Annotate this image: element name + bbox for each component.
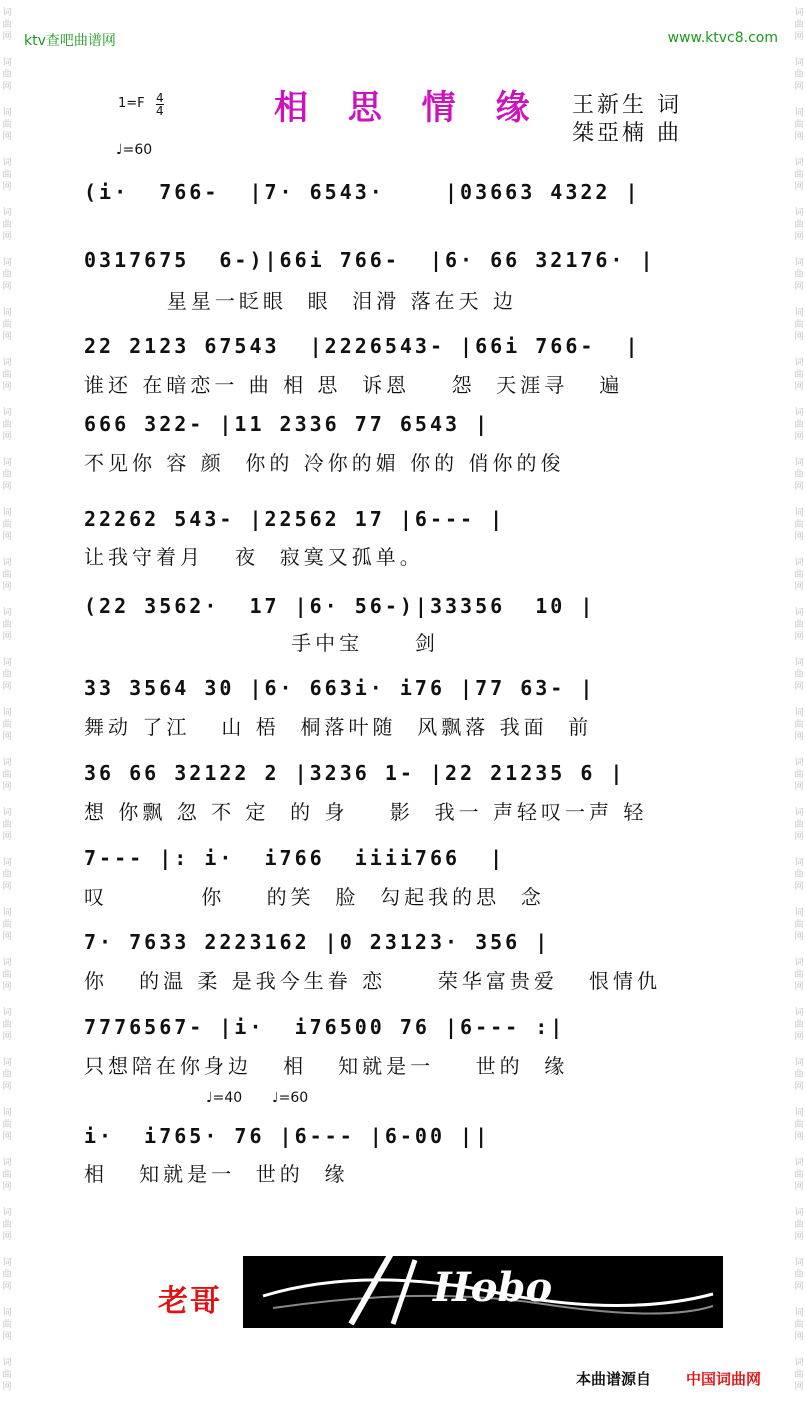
- lyrics-row-3: 谁还 在暗恋一 曲 相 思 诉恩 怨 天涯寻 遍: [84, 373, 624, 397]
- tempo-change-slow: [206, 1090, 242, 1106]
- watermark-glyph: 网: [794, 432, 804, 442]
- key-signature: 1=F: [118, 96, 145, 111]
- watermark-glyph: 网: [2, 532, 12, 542]
- watermark-glyph: 网: [2, 432, 12, 442]
- time-signature-bottom: 4: [156, 104, 164, 118]
- footer-source-label: 本曲谱源自: [576, 1370, 652, 1388]
- song-title: 相 思 情 缘: [274, 88, 544, 128]
- watermark-glyph: 网: [794, 882, 804, 892]
- notes-row-5: 22262 543- |22562 17 |6--- |: [84, 507, 506, 531]
- watermark-glyph: 网: [794, 932, 804, 942]
- watermark-glyph: 词: [794, 408, 804, 418]
- notes-row-4: 666 322- |11 2336 77 6543 |: [84, 412, 491, 436]
- watermark-glyph: 网: [2, 32, 12, 42]
- lyrics-row-12: 相 知就是一 世的 缘: [84, 1162, 349, 1186]
- watermark-glyph: 网: [2, 482, 12, 492]
- watermark-glyph: 曲: [794, 270, 804, 280]
- watermark-glyph: 曲: [2, 920, 12, 930]
- watermark-glyph: 网: [2, 632, 12, 642]
- side-watermark-left: [0, 0, 14, 1414]
- watermark-glyph: 网: [794, 182, 804, 192]
- watermark-glyph: 曲: [2, 1170, 12, 1180]
- watermark-glyph: 词: [794, 1108, 804, 1118]
- lyrics-row-8: 想 你飘 忽 不 定 的 身 影 我一 声轻叹一声 轻: [84, 800, 648, 824]
- watermark-glyph: 网: [794, 132, 804, 142]
- notes-row-11: 7776567- |i· i76500 76 |6--- :|: [84, 1015, 566, 1039]
- watermark-glyph: 词: [794, 1058, 804, 1068]
- watermark-glyph: 词: [794, 1258, 804, 1268]
- watermark-glyph: 词: [794, 8, 804, 18]
- watermark-glyph: 曲: [2, 820, 12, 830]
- watermark-glyph: 词: [2, 408, 12, 418]
- footer-source-link[interactable]: 中国词曲网: [686, 1370, 762, 1388]
- watermark-glyph: 词: [2, 8, 12, 18]
- watermark-glyph: 网: [794, 1032, 804, 1042]
- watermark-glyph: 曲: [2, 420, 12, 430]
- watermark-glyph: 网: [794, 1082, 804, 1092]
- watermark-glyph: 曲: [794, 620, 804, 630]
- signature-name: 老哥: [158, 1284, 222, 1319]
- watermark-glyph: 词: [794, 1208, 804, 1218]
- watermark-glyph: 网: [794, 982, 804, 992]
- watermark-glyph: 词: [794, 158, 804, 168]
- watermark-glyph: 曲: [794, 770, 804, 780]
- watermark-glyph: 词: [2, 108, 12, 118]
- watermark-glyph: 网: [794, 382, 804, 392]
- watermark-glyph: 网: [2, 1132, 12, 1142]
- signature-banner: [243, 1256, 723, 1328]
- watermark-glyph: 词: [2, 158, 12, 168]
- watermark-glyph: 网: [2, 1382, 12, 1392]
- lyrics-row-11: 只想陪在你身边 相 知就是一 世的 缘: [84, 1054, 569, 1078]
- watermark-glyph: 曲: [2, 20, 12, 30]
- watermark-glyph: 网: [2, 682, 12, 692]
- watermark-glyph: 曲: [2, 70, 12, 80]
- watermark-glyph: 网: [2, 282, 12, 292]
- watermark-glyph: 词: [2, 508, 12, 518]
- watermark-glyph: 词: [2, 1208, 12, 1218]
- watermark-glyph: 曲: [2, 1370, 12, 1380]
- watermark-glyph: 词: [2, 308, 12, 318]
- watermark-glyph: 曲: [2, 1020, 12, 1030]
- watermark-glyph: 曲: [794, 570, 804, 580]
- watermark-glyph: 网: [2, 82, 12, 92]
- notes-row-3: 22 2123 67543 |2226543- |66i 766- |: [84, 334, 641, 358]
- time-signature-top: 4: [156, 91, 164, 105]
- watermark-glyph: 词: [794, 308, 804, 318]
- watermark-glyph: 网: [794, 732, 804, 742]
- quarter-note-icon: ♩: [116, 142, 123, 158]
- watermark-glyph: 词: [2, 608, 12, 618]
- notes-row-9: 7--- |: i· i766 iiii766 |: [84, 846, 506, 870]
- watermark-glyph: 曲: [794, 820, 804, 830]
- watermark-glyph: 词: [794, 558, 804, 568]
- watermark-glyph: 曲: [2, 770, 12, 780]
- watermark-glyph: 网: [2, 782, 12, 792]
- watermark-glyph: 词: [2, 908, 12, 918]
- watermark-glyph: 网: [2, 1232, 12, 1242]
- watermark-glyph: 曲: [794, 1220, 804, 1230]
- watermark-glyph: 词: [2, 658, 12, 668]
- watermark-glyph: 网: [794, 532, 804, 542]
- watermark-glyph: 曲: [794, 70, 804, 80]
- watermark-glyph: 曲: [2, 670, 12, 680]
- watermark-glyph: 词: [2, 858, 12, 868]
- watermark-glyph: 网: [794, 1332, 804, 1342]
- notes-row-2: 0317675 6-)|66i 766- |6· 66 32176· |: [84, 248, 656, 272]
- watermark-glyph: 网: [794, 632, 804, 642]
- watermark-glyph: 曲: [794, 20, 804, 30]
- watermark-glyph: 曲: [794, 1270, 804, 1280]
- watermark-glyph: 曲: [794, 1320, 804, 1330]
- watermark-glyph: 词: [2, 1058, 12, 1068]
- signature-mark: Hobo: [433, 1264, 553, 1311]
- lyrics-row-10: 你 的温 柔 是我今生眷 恋 荣华富贵爱 恨情仇: [84, 969, 662, 993]
- watermark-glyph: 曲: [794, 170, 804, 180]
- watermark-glyph: 曲: [794, 120, 804, 130]
- watermark-glyph: 曲: [794, 1020, 804, 1030]
- watermark-glyph: 词: [794, 1158, 804, 1168]
- watermark-glyph: 网: [2, 732, 12, 742]
- watermark-glyph: 曲: [2, 220, 12, 230]
- watermark-glyph: 词: [2, 1158, 12, 1168]
- watermark-glyph: 曲: [2, 1320, 12, 1330]
- watermark-glyph: 网: [2, 132, 12, 142]
- watermark-glyph: 词: [2, 958, 12, 968]
- watermark-glyph: 网: [2, 832, 12, 842]
- watermark-glyph: 词: [794, 758, 804, 768]
- notes-row-1: (i· 766- |7· 6543· |03663 4322 |: [84, 180, 641, 204]
- watermark-glyph: 词: [2, 808, 12, 818]
- watermark-glyph: 网: [2, 1182, 12, 1192]
- tempo-change-resume-value: =60: [278, 1090, 309, 1106]
- side-watermark-right: [792, 0, 806, 1414]
- watermark-glyph: 网: [794, 1132, 804, 1142]
- watermark-glyph: 词: [2, 1308, 12, 1318]
- watermark-glyph: 曲: [2, 1070, 12, 1080]
- watermark-glyph: 曲: [2, 870, 12, 880]
- watermark-glyph: 网: [794, 232, 804, 242]
- watermark-glyph: 词: [2, 358, 12, 368]
- watermark-glyph: 词: [794, 358, 804, 368]
- watermark-glyph: 词: [794, 958, 804, 968]
- watermark-glyph: 词: [794, 608, 804, 618]
- watermark-glyph: 曲: [794, 520, 804, 530]
- notes-row-7: 33 3564 30 |6· 663i· i76 |77 63- |: [84, 676, 596, 700]
- watermark-glyph: 曲: [794, 370, 804, 380]
- watermark-glyph: 词: [2, 1108, 12, 1118]
- watermark-glyph: 词: [794, 508, 804, 518]
- watermark-glyph: 词: [794, 58, 804, 68]
- watermark-glyph: 曲: [794, 920, 804, 930]
- watermark-glyph: 曲: [2, 470, 12, 480]
- watermark-glyph: 网: [2, 1082, 12, 1092]
- quarter-note-icon: ♩: [206, 1090, 213, 1106]
- watermark-glyph: 网: [794, 782, 804, 792]
- watermark-glyph: 词: [2, 208, 12, 218]
- watermark-glyph: 网: [794, 582, 804, 592]
- lyrics-row-9: 叹 你 的笑 脸 勾起我的思 念: [84, 885, 545, 909]
- watermark-glyph: 曲: [794, 220, 804, 230]
- watermark-glyph: 曲: [2, 620, 12, 630]
- watermark-glyph: 曲: [2, 1120, 12, 1130]
- tempo-change-slow-value: =40: [212, 1090, 243, 1106]
- watermark-glyph: 网: [794, 1182, 804, 1192]
- lyrics-row-4: 不见你 容 颜 你的 冷你的媚 你的 俏你的俊: [84, 451, 565, 475]
- watermark-glyph: 曲: [794, 320, 804, 330]
- watermark-glyph: 曲: [2, 120, 12, 130]
- watermark-glyph: 词: [794, 108, 804, 118]
- notes-row-6: (22 3562· 17 |6· 56-)|33356 10 |: [84, 594, 596, 618]
- watermark-glyph: 词: [794, 1358, 804, 1368]
- watermark-glyph: 词: [2, 1258, 12, 1268]
- watermark-glyph: 曲: [2, 320, 12, 330]
- watermark-glyph: 曲: [794, 1120, 804, 1130]
- watermark-glyph: 网: [794, 1382, 804, 1392]
- lyrics-row-7: 舞动 了江 山 梧 桐落叶随 风飘落 我面 前: [84, 715, 593, 739]
- watermark-glyph: 网: [2, 982, 12, 992]
- watermark-glyph: 网: [2, 332, 12, 342]
- watermark-glyph: 词: [794, 1008, 804, 1018]
- watermark-glyph: 曲: [794, 970, 804, 980]
- lyrics-row-2: 星星一眨眼 眼 泪滑 落在天 边: [84, 289, 518, 313]
- watermark-glyph: 曲: [794, 720, 804, 730]
- watermark-glyph: 网: [794, 1282, 804, 1292]
- watermark-glyph: 词: [2, 708, 12, 718]
- notes-row-12: i· i765· 76 |6--- |6-00 ||: [84, 1124, 491, 1148]
- watermark-glyph: 网: [2, 582, 12, 592]
- watermark-glyph: 词: [2, 558, 12, 568]
- watermark-glyph: 曲: [2, 270, 12, 280]
- watermark-glyph: 网: [794, 1232, 804, 1242]
- watermark-glyph: 词: [2, 458, 12, 468]
- notes-row-10: 7· 7633 2223162 |0 23123· 356 |: [84, 930, 551, 954]
- watermark-glyph: 曲: [2, 520, 12, 530]
- tempo-value: =60: [122, 142, 153, 158]
- watermark-glyph: 网: [794, 282, 804, 292]
- notes-row-8: 36 66 32122 2 |3236 1- |22 21235 6 |: [84, 761, 626, 785]
- watermark-glyph: 网: [794, 482, 804, 492]
- composer-credit: 桀亞楠 曲: [572, 121, 682, 146]
- watermark-glyph: 词: [2, 258, 12, 268]
- tempo-change-resume: [272, 1090, 308, 1106]
- watermark-glyph: 曲: [794, 470, 804, 480]
- watermark-glyph: 网: [2, 1332, 12, 1342]
- watermark-glyph: 词: [794, 658, 804, 668]
- watermark-glyph: 词: [794, 208, 804, 218]
- watermark-glyph: 网: [2, 882, 12, 892]
- quarter-note-icon: ♩: [272, 1090, 279, 1106]
- watermark-glyph: 网: [794, 682, 804, 692]
- watermark-glyph: 网: [2, 1032, 12, 1042]
- time-signature: [156, 92, 164, 117]
- watermark-glyph: 网: [794, 832, 804, 842]
- site-url-right[interactable]: www.ktvc8.com: [667, 30, 778, 46]
- watermark-glyph: 曲: [794, 1070, 804, 1080]
- watermark-glyph: 网: [794, 32, 804, 42]
- watermark-glyph: 曲: [794, 870, 804, 880]
- watermark-glyph: 网: [2, 182, 12, 192]
- watermark-glyph: 网: [2, 1282, 12, 1292]
- watermark-glyph: 网: [2, 932, 12, 942]
- watermark-glyph: 词: [794, 858, 804, 868]
- watermark-glyph: 网: [2, 382, 12, 392]
- lyricist-credit: 王新生 词: [572, 93, 682, 118]
- watermark-glyph: 词: [2, 1358, 12, 1368]
- watermark-glyph: 曲: [2, 370, 12, 380]
- watermark-glyph: 词: [794, 258, 804, 268]
- watermark-glyph: 词: [794, 808, 804, 818]
- watermark-glyph: 网: [794, 332, 804, 342]
- watermark-glyph: 词: [794, 1308, 804, 1318]
- watermark-glyph: 曲: [794, 1170, 804, 1180]
- watermark-glyph: 曲: [794, 670, 804, 680]
- watermark-glyph: 曲: [2, 170, 12, 180]
- watermark-glyph: 词: [794, 458, 804, 468]
- watermark-glyph: 曲: [794, 1370, 804, 1380]
- watermark-glyph: 曲: [2, 970, 12, 980]
- watermark-glyph: 词: [794, 708, 804, 718]
- site-name-left[interactable]: ktv查吧曲谱网: [24, 33, 116, 49]
- watermark-glyph: 词: [2, 1008, 12, 1018]
- watermark-glyph: 词: [2, 758, 12, 768]
- lyrics-row-5: 让我守着月 夜 寂寞又孤单。: [84, 545, 424, 569]
- watermark-glyph: 曲: [2, 570, 12, 580]
- watermark-glyph: 网: [2, 232, 12, 242]
- watermark-glyph: 曲: [2, 720, 12, 730]
- watermark-glyph: 网: [794, 82, 804, 92]
- watermark-glyph: 曲: [2, 1270, 12, 1280]
- watermark-glyph: 曲: [2, 1220, 12, 1230]
- watermark-glyph: 曲: [794, 420, 804, 430]
- tempo-marking: [116, 142, 152, 158]
- watermark-glyph: 词: [2, 58, 12, 68]
- watermark-glyph: 词: [794, 908, 804, 918]
- lyrics-row-6: 手中宝 剑: [84, 631, 439, 655]
